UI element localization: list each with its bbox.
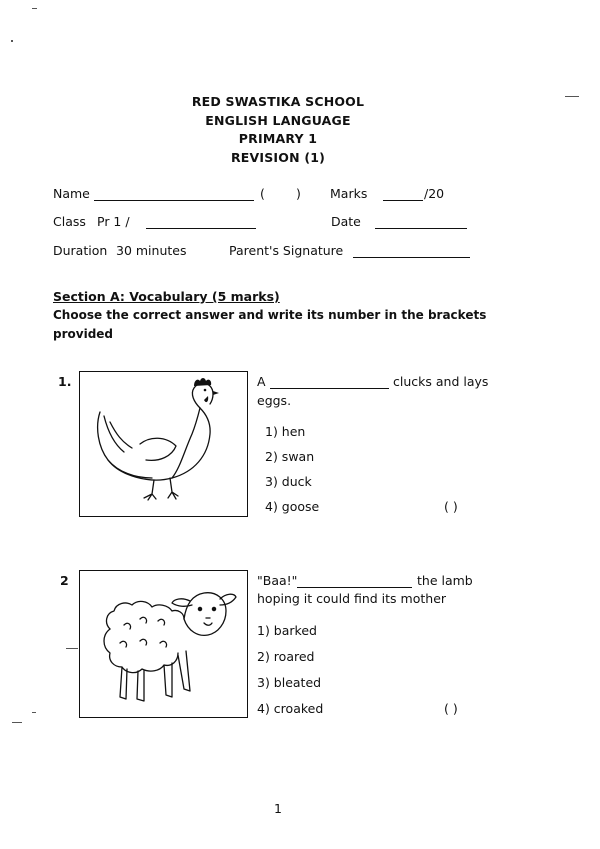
question-text-end: the lamb xyxy=(417,573,473,588)
answer-blank[interactable] xyxy=(297,587,412,588)
marks-field[interactable] xyxy=(383,200,423,201)
instruction-line-1: Choose the correct answer and write its number in the brackets xyxy=(53,308,487,322)
class-prefix: Pr 1 / xyxy=(97,214,130,229)
page-number: 1 xyxy=(274,801,282,816)
instruction-line-2: provided xyxy=(53,327,114,341)
name-label: Name xyxy=(53,186,90,201)
scan-speck xyxy=(32,8,37,9)
answer-brackets[interactable]: ( ) xyxy=(444,701,458,716)
question-text: "Baa!" xyxy=(257,573,298,588)
question-text-end: clucks and lays xyxy=(393,374,489,389)
option-3: 3) duck xyxy=(265,474,312,489)
subject: ENGLISH LANGUAGE xyxy=(205,113,351,128)
index-bracket-close: ) xyxy=(296,186,301,201)
option-2: 2) roared xyxy=(257,649,315,664)
date-label: Date xyxy=(331,214,361,229)
answer-brackets[interactable]: ( ) xyxy=(444,499,458,514)
question-text-line-2: hoping it could find its mother xyxy=(257,591,447,606)
duration-value: 30 minutes xyxy=(116,243,187,258)
question-image-frame xyxy=(79,570,248,718)
option-2: 2) swan xyxy=(265,449,315,464)
option-1: 1) barked xyxy=(257,623,317,638)
duration-label: Duration xyxy=(53,243,108,258)
scan-speck xyxy=(12,722,22,723)
answer-blank[interactable] xyxy=(270,388,389,389)
question-text: A xyxy=(257,374,266,389)
option-4: 4) goose xyxy=(265,499,320,514)
rooster-icon xyxy=(80,372,247,516)
scan-speck xyxy=(32,712,36,713)
class-label: Class xyxy=(53,214,86,229)
option-1: 1) hen xyxy=(265,424,306,439)
question-image-frame xyxy=(79,371,248,517)
question-number: 2 xyxy=(60,573,69,588)
option-3: 3) bleated xyxy=(257,675,322,690)
signature-label: Parent's Signature xyxy=(229,243,344,258)
marks-total: /20 xyxy=(424,186,445,201)
scan-speck xyxy=(11,40,13,42)
option-4: 4) croaked xyxy=(257,701,324,716)
question-text-line-2: eggs. xyxy=(257,393,292,408)
question-number: 1. xyxy=(58,374,72,389)
page-title: REVISION (1) xyxy=(230,150,326,165)
class-field[interactable] xyxy=(146,228,256,229)
lamb-icon xyxy=(80,571,247,717)
level: PRIMARY 1 xyxy=(238,131,318,146)
date-field[interactable] xyxy=(375,228,467,229)
scan-speck xyxy=(66,648,78,649)
signature-field[interactable] xyxy=(353,257,470,258)
index-bracket-open: ( xyxy=(260,186,265,201)
school-name: RED SWASTIKA SCHOOL xyxy=(191,94,365,109)
marks-label: Marks xyxy=(330,186,368,201)
name-field[interactable] xyxy=(94,200,254,201)
section-heading: Section A: Vocabulary (5 marks) xyxy=(53,289,280,304)
